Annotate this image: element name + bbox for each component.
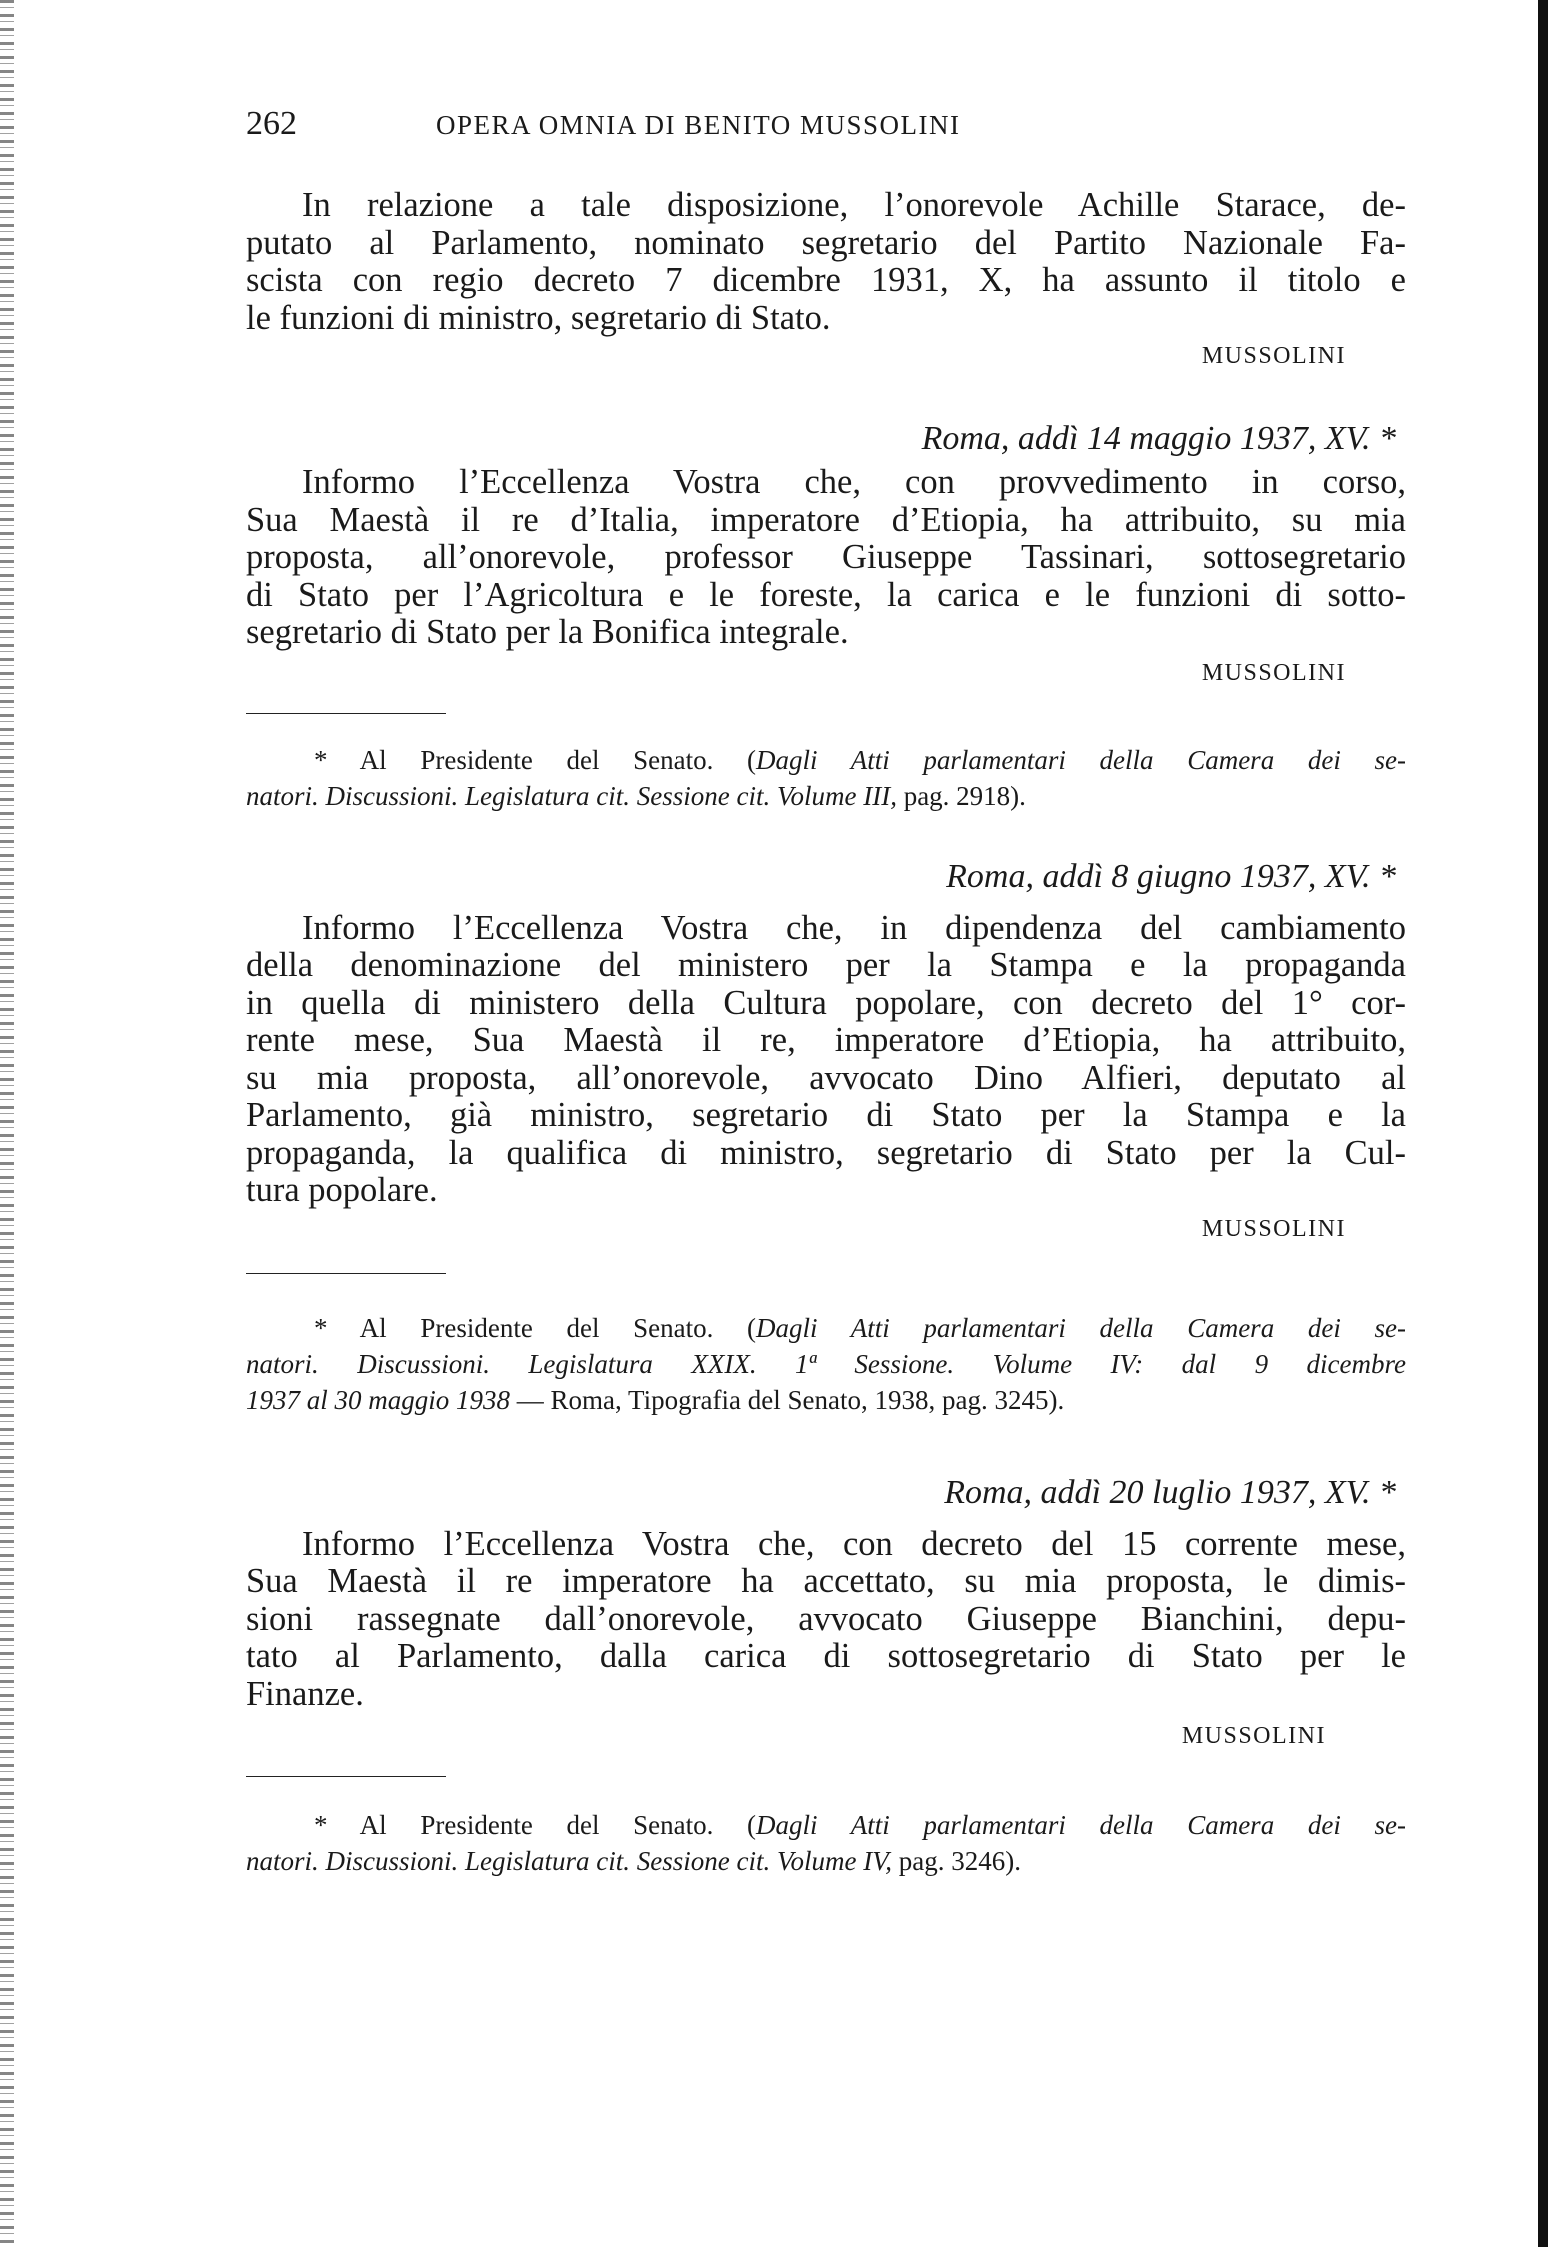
footnote-source: Dagli Atti parlamentari della Camera dei se- <box>756 1810 1406 1840</box>
text-line: tura popolare. <box>246 1171 438 1209</box>
text-line: propaganda, la qualifica di ministro, segretario di Stato per la Cul- <box>246 1133 1406 1172</box>
footnote <box>246 1310 1406 1418</box>
footnote-source: Dagli Atti parlamentari della Camera dei se- <box>756 744 1406 775</box>
running-title: OPERA OMNIA DI BENITO MUSSOLINI <box>436 110 961 140</box>
footnote <box>246 1807 1406 1879</box>
text-line: segretario di Stato per la Bonifica integrale. <box>246 613 849 651</box>
text-line: sioni rassegnate dall’onorevole, avvocato Giuseppe Bianchini, depu- <box>246 1599 1406 1638</box>
dateline: Roma, addì 8 giugno 1937, XV. * <box>946 857 1396 895</box>
book-page <box>246 105 1406 1879</box>
footnote-source: 1937 al 30 maggio 1938 <box>246 1384 511 1415</box>
paragraph-bianchini <box>246 1526 1406 1714</box>
paragraph-alfieri <box>246 910 1406 1210</box>
dateline: Roma, addì 20 luglio 1937, XV. * <box>944 1473 1396 1511</box>
footnote-source: natori. Discussioni. Legislatura XXIX. 1ª Sessione. Volume IV: dal 9 dicembre <box>246 1348 1406 1379</box>
text-line: Finanze. <box>246 1674 364 1713</box>
footnote-rule <box>246 1273 446 1274</box>
footnote-source: natori. Discussioni. Legislatura cit. Sessione cit. Volume IV, <box>246 1846 892 1876</box>
dateline: Roma, addì 14 maggio 1937, XV. * <box>921 420 1396 457</box>
signature: MUSSOLINI <box>1201 343 1346 369</box>
footnote-text: * Al Presidente del Senato. ( <box>314 744 757 775</box>
text-line: Informo l’Eccellenza Vostra che, in dipendenza del cambiamento <box>302 908 1406 947</box>
footnote-text: pag. 3246). <box>891 1846 1021 1876</box>
text-line: scista con regio decreto 7 dicembre 1931, X, ha assunto il titolo e <box>246 261 1406 299</box>
footnote-rule <box>246 1776 446 1777</box>
signature: MUSSOLINI <box>1181 1723 1326 1749</box>
footnote-text: * Al Presidente del Senato. ( <box>314 1810 757 1840</box>
text-line: della denominazione del ministero per la Stampa e la propaganda <box>246 946 1406 984</box>
footnote-text: — Roma, Tipografia del Senato, 1938, pag. 3245). <box>510 1384 1065 1415</box>
running-head <box>246 105 1406 165</box>
text-line: tato al Parlamento, dalla carica di sottosegretario di Stato per le <box>246 1637 1406 1675</box>
text-line: proposta, all’onorevole, professor Giuseppe Tassinari, sottosegretario <box>246 538 1406 576</box>
page-number: 262 <box>246 105 297 142</box>
footnote-rule <box>246 713 446 714</box>
text-line: Sua Maestà il re d’Italia, imperatore d’Etiopia, ha attribuito, su mia <box>246 500 1406 539</box>
text-line: di Stato per l’Agricoltura e le foreste, la carica e le funzioni di sotto- <box>246 575 1406 614</box>
text-line: Informo l’Eccellenza Vostra che, con decreto del 15 corrente mese, <box>302 1524 1406 1563</box>
footnote-source: natori. Discussioni. Legislatura cit. Sessione cit. Volume III, <box>246 780 897 811</box>
text-line: putato al Parlamento, nominato segretario del Partito Nazionale Fa- <box>246 223 1406 262</box>
text-line: In relazione a tale disposizione, l’onorevole Achille Starace, de- <box>302 186 1406 224</box>
text-line: Informo l’Eccellenza Vostra che, con provvedimento in corso, <box>302 463 1406 501</box>
text-line: Sua Maestà il re imperatore ha accettato, su mia proposta, le dimis- <box>246 1562 1406 1600</box>
text-line: Parlamento, già ministro, segretario di Stato per la Stampa e la <box>246 1096 1406 1134</box>
signature: MUSSOLINI <box>1201 1215 1346 1242</box>
paragraph-tassinari <box>246 464 1406 652</box>
paragraph-starace <box>246 187 1406 337</box>
footnote-text: * Al Presidente del Senato. ( <box>314 1312 757 1343</box>
text-line: in quella di ministero della Cultura popolare, con decreto del 1° cor- <box>246 983 1406 1022</box>
signature: MUSSOLINI <box>1201 659 1346 686</box>
text-line: rente mese, Sua Maestà il re, imperatore d’Etiopia, ha attribuito, <box>246 1021 1406 1059</box>
scan-edge-right <box>1538 0 1548 2247</box>
footnote-text: pag. 2918). <box>896 780 1026 811</box>
text-line: su mia proposta, all’onorevole, avvocato Dino Alfieri, deputato al <box>246 1058 1406 1097</box>
scan-edge-left <box>0 0 14 2247</box>
footnote <box>246 742 1406 814</box>
footnote-source: Dagli Atti parlamentari della Camera dei se- <box>756 1312 1406 1343</box>
text-line: le funzioni di ministro, segretario di Stato. <box>246 298 831 337</box>
